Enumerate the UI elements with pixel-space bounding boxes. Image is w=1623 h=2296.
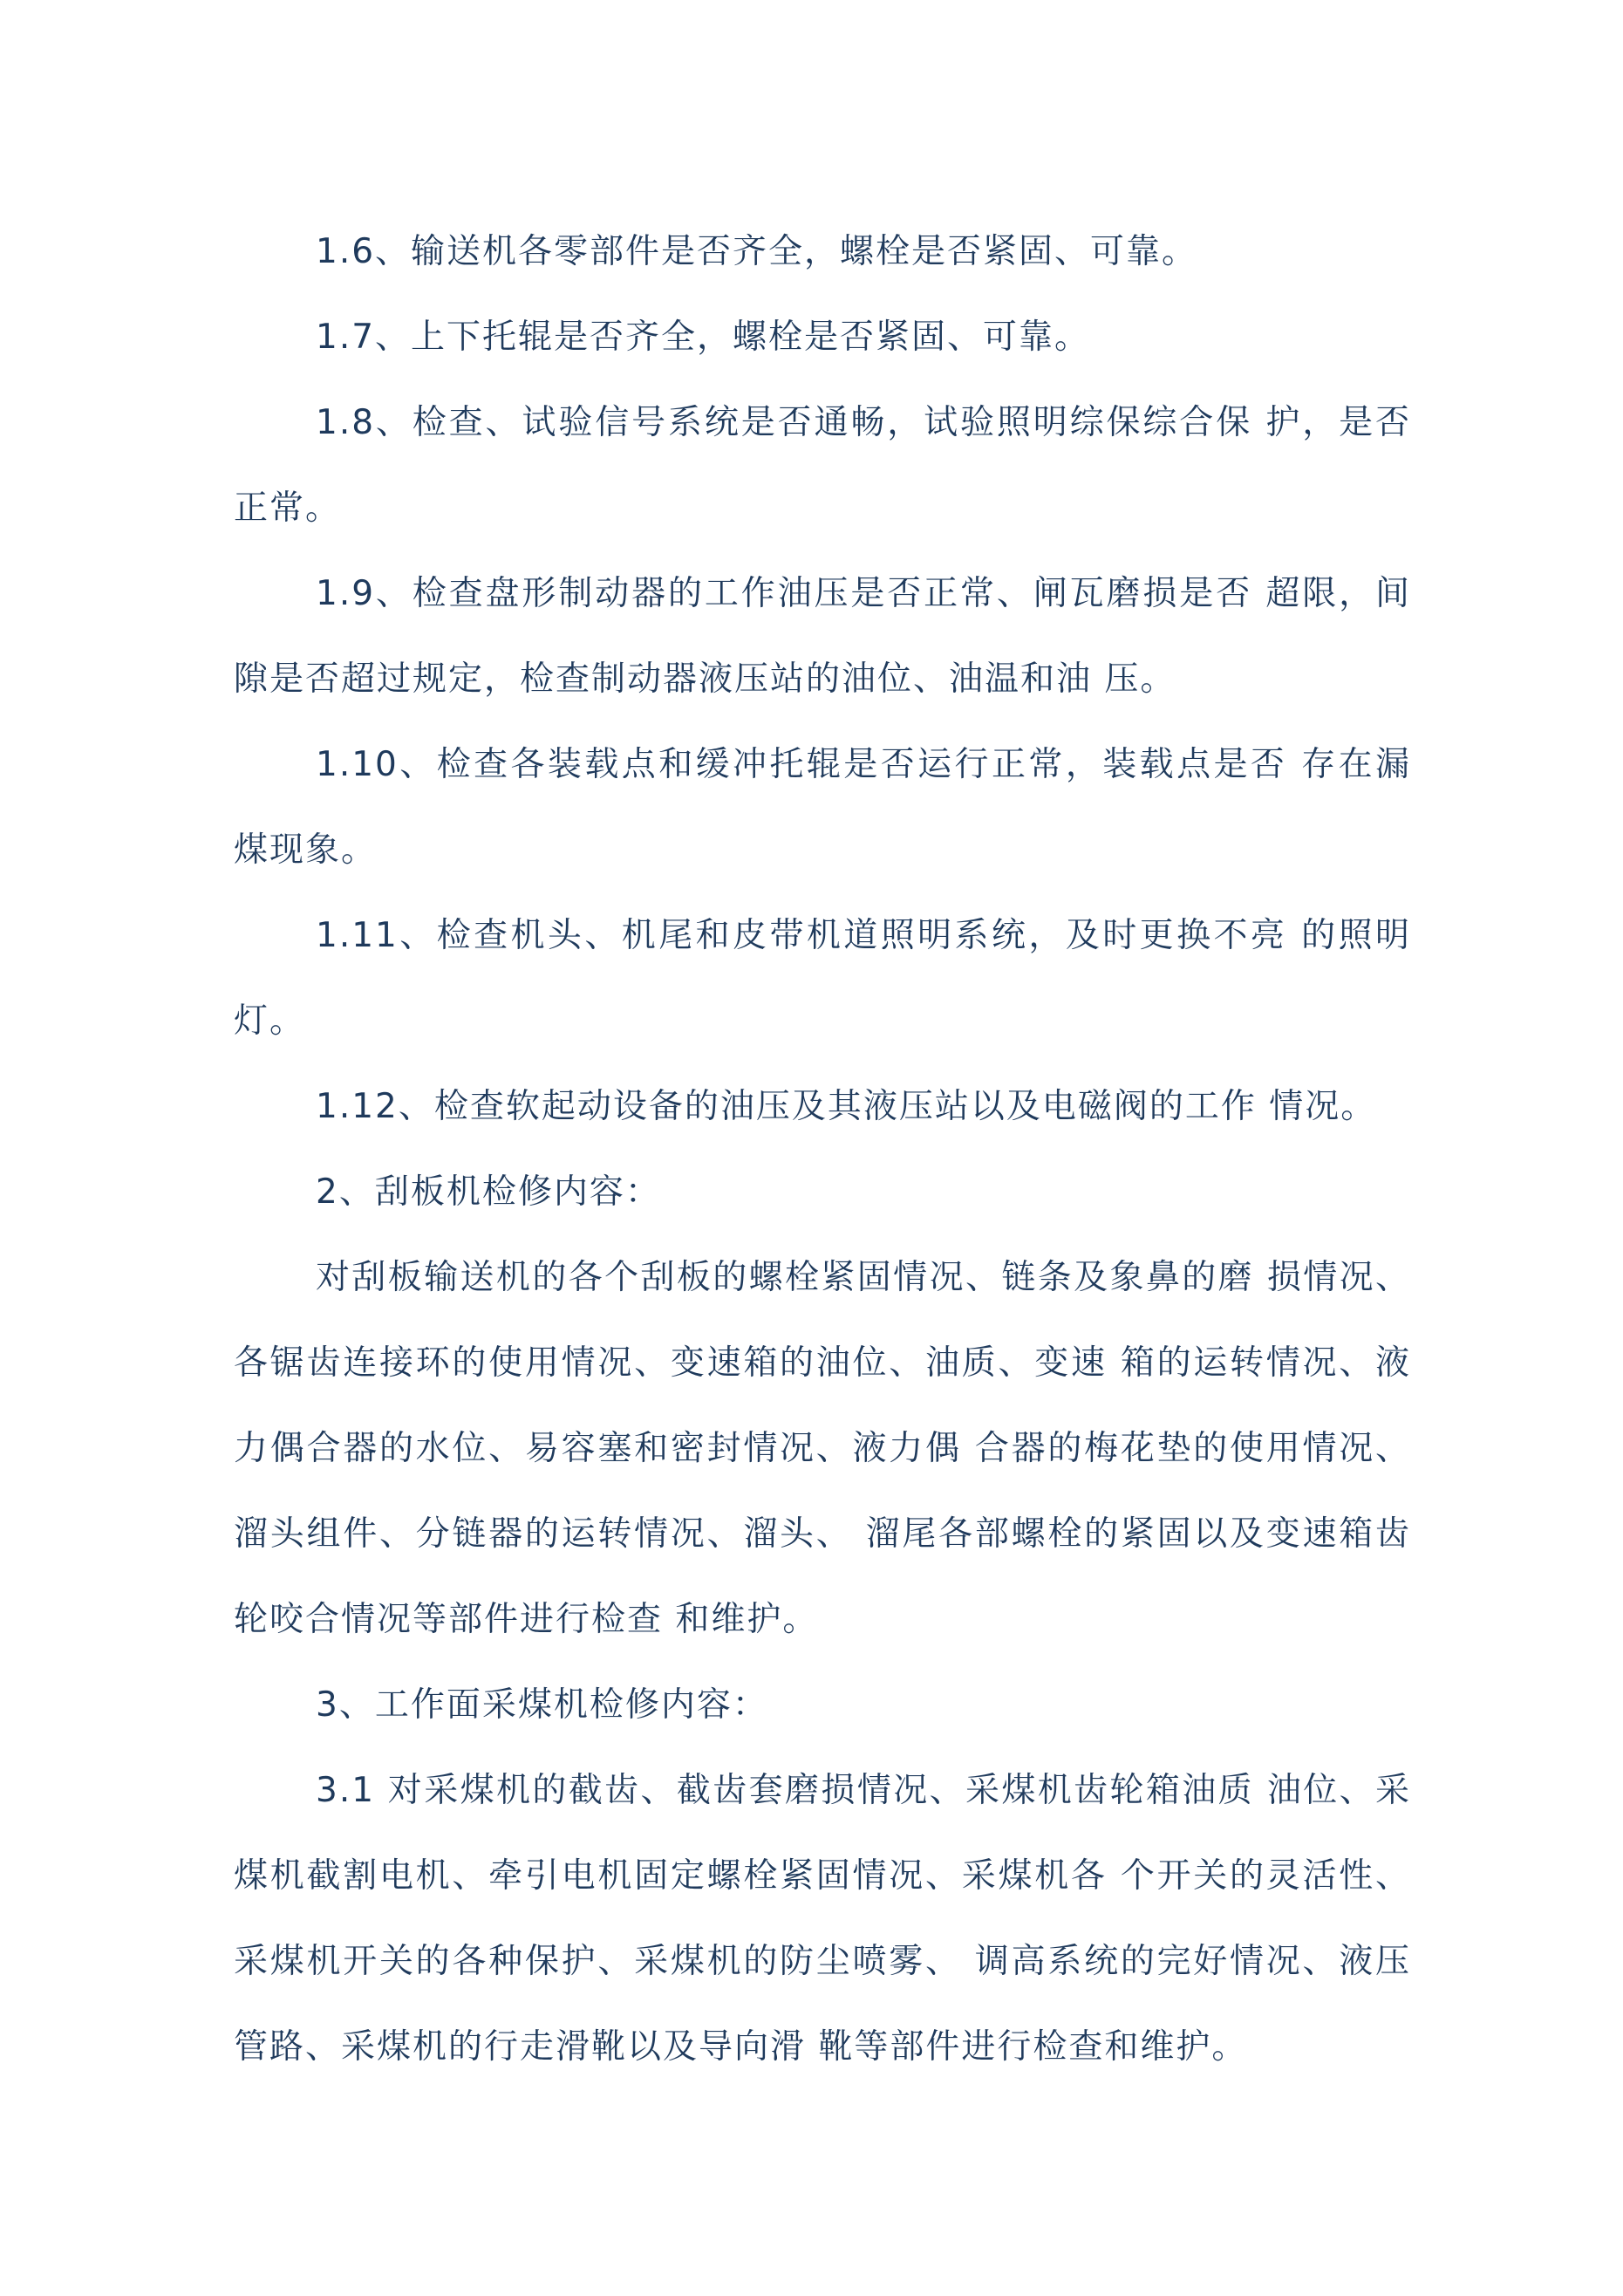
document-body: [234, 209, 1411, 2090]
paragraph-1-7: 1.7、上下托辊是否齐全，螺栓是否紧固、可靠。: [316, 318, 1091, 357]
paragraph-scraper-maintenance: 对刮板输送机的各个刮板的螺栓紧固情况、链条及象鼻的磨 损情况、各锯齿连接环的使用情况、变速箱的油位、油质、变速 箱的运转情况、液力偶合器的水位、易容塞和密封情况、液力偶 合器的梅花垫的使用情况、溜头组件、分链器的运转情况、溜头、 溜尾各部螺栓的紧固以及变速箱齿轮咬合情况等部件进行检查 和维护。: [234, 1258, 1411, 1639]
paragraph-1-12: 1.12、检查软起动设备的油压及其液压站以及电磁阀的工作 情况。: [316, 1087, 1377, 1126]
section-heading-2: 2、刮板机检修内容：: [316, 1172, 661, 1212]
section-heading-3: 3、工作面采煤机检修内容：: [316, 1685, 768, 1725]
paragraph-1-6: 1.6、输送机各零部件是否齐全，螺栓是否紧固、可靠。: [316, 232, 1198, 271]
paragraph-1-10: 1.10、检查各装载点和缓冲托辊是否运行正常，装载点是否 存在漏煤现象。: [234, 745, 1411, 870]
paragraph-1-9: 1.9、检查盘形制动器的工作油压是否正常、闸瓦磨损是否 超限，间隙是否超过规定，检查制动器液压站的油位、油温和油 压。: [234, 574, 1411, 699]
paragraph-1-8: 1.8、检查、试验信号系统是否通畅，试验照明综保综合保 护，是否正常。: [234, 403, 1411, 528]
paragraph-3-1: 3.1 对采煤机的截齿、截齿套磨损情况、采煤机齿轮箱油质 油位、采煤机截割电机、牵引电机固定螺栓紧固情况、采煤机各 个开关的灵活性、采煤机开关的各种保护、采煤机的防尘喷雾、 调高系统的完好情况、液压管路、采煤机的行走滑靴以及导向滑 靴等部件进行检查和维护。: [234, 1771, 1411, 2067]
paragraph-1-11: 1.11、检查机头、机尾和皮带机道照明系统，及时更换不亮 的照明灯。: [234, 916, 1411, 1041]
